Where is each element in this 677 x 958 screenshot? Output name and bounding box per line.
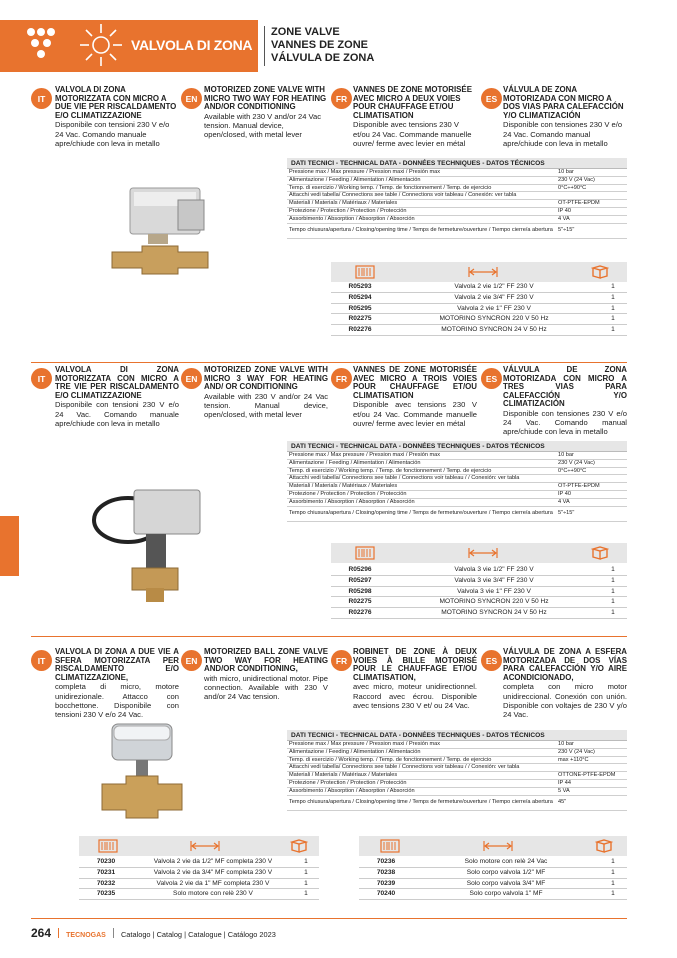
- product-description: Solo corpo valvola 3/4" MF: [466, 879, 546, 887]
- description-title: VÁLVULA DE ZONA MOTORIZADA CON MICRO A DOS VIAS PARA CALEFACCIÓN Y/O CLIMATIZACIÓN: [503, 85, 624, 120]
- description-body: completa di micro, motore unidirezionale. Attacco con bocchettone. Disponibile con tensioni 230 V e/o 24 Vac.: [55, 682, 179, 719]
- tech-label: Attacchi vedi tabella/ Connections see table / Connections voir tableau / Conexión: ver tabla: [289, 192, 517, 199]
- tech-value: 10 bar: [558, 452, 574, 458]
- description-body: Disponibile con tensioni 230 V e/o 24 Vac. Comando manuale apre/chiude con leva in metallo: [55, 120, 170, 148]
- tech-row: [287, 749, 627, 757]
- side-tab-marker: [0, 516, 19, 576]
- product-quantity: 1: [611, 304, 615, 312]
- section-divider: [31, 362, 627, 363]
- product-description: Valvola 2 vie 1" FF 230 V: [457, 304, 531, 312]
- description-fr: [353, 648, 477, 710]
- lang-flag-es: ES: [481, 368, 502, 389]
- table-row: [331, 325, 627, 336]
- product-quantity: 1: [611, 576, 615, 584]
- technical-data-title: DATI TECNICI - TECHNICAL DATA - DONNÉES TECHNIQUES - DATOS TÉCNICOS: [287, 441, 627, 452]
- tech-value: OTTONE-PTFE-EPDM: [558, 772, 616, 779]
- product-quantity: 1: [611, 587, 615, 595]
- product-description: Solo motore con relè 230 V: [173, 890, 253, 898]
- footer-divider-mark: [113, 928, 114, 938]
- tech-label: Temp. di esercizio / Working temp. / Temp. de fonctionnement / Temp. de ejercicio: [289, 756, 492, 763]
- product-description: Valvola 2 vie da 1" MF completa 230 V: [156, 879, 270, 887]
- product-description: MOTORINO SYNCRON 220 V 50 Hz: [439, 598, 549, 606]
- product-table: [79, 857, 319, 900]
- footer-brand: TECNOGAS: [66, 932, 106, 939]
- tech-value: 4 VA: [558, 215, 570, 222]
- tech-label: Pressione max / Max pressure / Pression maxi / Presión max: [289, 169, 441, 175]
- table-row: [331, 282, 627, 293]
- tech-row: [287, 475, 627, 483]
- dimension-icon: [482, 839, 514, 858]
- technical-data-table: [287, 730, 627, 811]
- tech-label: Assorbimento / Absorption / Absorption / Absorción: [289, 215, 415, 222]
- product-description: Valvola 2 vie da 1/2" MF completa 230 V: [153, 858, 273, 865]
- description-title: VALVOLA DI ZONA MOTORIZZATA CON MICRO A TRE VIE PER RISCALDAMENTO E/O CLIMATIZZAZIONE: [55, 365, 179, 400]
- tech-row: [287, 772, 627, 780]
- table-row: [331, 587, 627, 598]
- product-code: 70232: [96, 879, 116, 887]
- tech-row: [287, 741, 627, 749]
- subtitle-fr: VANNES DE ZONE: [271, 39, 368, 51]
- tech-value: 230 V (24 Vac): [558, 748, 595, 755]
- tech-row: [287, 483, 627, 491]
- product-quantity: 1: [611, 858, 615, 865]
- product-code-icon: [98, 839, 118, 858]
- lang-flag-fr: FR: [331, 368, 352, 389]
- product-quantity: 1: [611, 326, 615, 334]
- product-code: R05297: [348, 576, 372, 584]
- product-description: Solo corpo valvola 1/2" MF: [466, 868, 546, 876]
- lang-flag-es: ES: [481, 650, 502, 671]
- tech-label: Pressione max / Max pressure / Pression maxi / Presión max: [289, 741, 441, 747]
- description-body: Available with 230 V and/or 24 Vac tension. Manual device, open/closed, with metal lever: [204, 111, 322, 140]
- tech-row: [287, 177, 627, 185]
- tech-value: 4 VA: [558, 498, 570, 505]
- table-row: [359, 879, 627, 890]
- tech-row: [287, 764, 627, 772]
- product-quantity: 1: [304, 858, 308, 865]
- description-body: Disponibile con tensioni 230 V e/o 24 Vac. Comando manuale apre/chiude con leva in metallo: [55, 400, 179, 428]
- tech-label: Alimentazione / Feeding / Alimentation / Alimentación: [289, 176, 421, 183]
- tech-label: Tempo chiusura/apertura / Closing/opening time / Temps de fermeture/ouverture / Tiempo cierre/a abertura: [289, 799, 553, 806]
- tech-label: Attacchi vedi tabella/ Connections see table / Connections voir tableau / / Conexión: ver tabla: [289, 475, 520, 482]
- product-code: R02275: [348, 598, 372, 606]
- product-quantity: 1: [611, 609, 615, 617]
- description-fr: [353, 366, 477, 428]
- product-description: Solo motore con relè 24 Vac: [464, 858, 548, 865]
- product-code: 70236: [376, 858, 396, 865]
- product-code-icon: [355, 546, 375, 565]
- footer-divider-mark: [58, 928, 59, 938]
- tech-label: Alimentazione / Feeding / Alimentation / Alimentación: [289, 459, 421, 466]
- lang-flag-it: IT: [31, 368, 52, 389]
- product-quantity: 1: [611, 868, 615, 876]
- dimension-icon: [467, 546, 499, 565]
- description-es: [503, 86, 627, 148]
- tech-value: 230 V (24 Vac): [558, 176, 595, 183]
- section-divider: [31, 636, 627, 637]
- description-fr: [353, 86, 477, 148]
- page-footer: [31, 926, 276, 940]
- tech-label: Tempo chiusura/apertura / Closing/opening time / Temps de fermeture/ouverture / Tiempo cierre/a abertura: [289, 510, 553, 517]
- table-row: [79, 868, 319, 879]
- package-icon: [591, 546, 609, 565]
- tech-row: [287, 507, 627, 522]
- product-description: MOTORINO SYNCRON 220 V 50 Hz: [439, 315, 549, 323]
- lang-flag-es: ES: [481, 88, 502, 109]
- tech-value: 10 bar: [558, 741, 574, 747]
- product-code: R05298: [348, 587, 372, 595]
- subtitle-en: ZONE VALVE: [271, 26, 340, 38]
- tech-row: [287, 224, 627, 239]
- tech-row: [287, 788, 627, 796]
- brand-dots-icon: [20, 20, 62, 66]
- product-description: Valvola 2 vie da 3/4" MF completa 230 V: [153, 868, 273, 876]
- table-row: [331, 597, 627, 608]
- page-title: VALVOLA DI ZONA: [131, 37, 253, 53]
- tech-label: Tempo chiusura/apertura / Closing/opening time / Temps de fermeture/ouverture / Tiempo cierre/a abertura: [289, 227, 553, 234]
- description-title: VALVOLA DI ZONA A DUE VIE A SFERA MOTORIZZATA PER RISCALDAMENTO E/O CLIMATIZZAZIONE,: [55, 647, 179, 682]
- product-quantity: 1: [611, 315, 615, 323]
- lang-flag-fr: FR: [331, 88, 352, 109]
- lang-flag-en: EN: [181, 650, 202, 671]
- description-body: with micro, unidirectional motor. Pipe connection. Available with 230 V and/or 24 Vac tension.: [204, 673, 328, 702]
- header-subtitles: [271, 26, 374, 65]
- subtitle-es: VÁLVULA DE ZONA: [271, 52, 375, 64]
- lang-flag-it: IT: [31, 650, 52, 671]
- description-title: ROBINET DE ZONE À DEUX VOIES À BILLE MOTORISÉ POUR LE CHAUFFAGE ET/OU CLIMATISATION,: [353, 647, 477, 682]
- tech-label: Alimentazione / Feeding / Alimentation / Alimentación: [289, 748, 421, 755]
- product-quantity: 1: [304, 868, 308, 876]
- technical-data-table: [287, 158, 627, 239]
- product-code: 70239: [376, 879, 396, 887]
- tech-row: [287, 491, 627, 499]
- tech-label: Protezione / Protection / Protection / Protección: [289, 207, 407, 214]
- tech-label: Assorbimento / Absorption / Absorption / Absorción: [289, 498, 415, 505]
- product-code: 70231: [96, 868, 116, 876]
- tech-value: 230 V (24 Vac): [558, 459, 595, 466]
- icon-header-bar: [359, 836, 627, 856]
- product-table: [331, 282, 627, 336]
- description-body: Disponible avec tensions 230 V et/ou 24 Vac. Commande manuelle ouvre/ ferme avec levier en métal: [353, 120, 472, 148]
- description-title: MOTORIZED ZONE VALVE WITH MICRO 3 WAY FOR HEATING AND/ OR CONDITIONING: [204, 365, 328, 392]
- table-row: [79, 889, 319, 900]
- description-en: [204, 366, 328, 419]
- table-row: [331, 576, 627, 587]
- product-code: 70235: [96, 890, 116, 898]
- tech-value: 5 VA: [558, 787, 570, 794]
- description-title: VALVOLA DI ZONA MOTORIZZATA CON MICRO A DUE VIE PER RISCALDAMENTO E/O CLIMATIZZAZIONE: [55, 85, 177, 120]
- tech-label: Materiali / Materials / Matériaux / Materiales: [289, 772, 398, 779]
- tech-row: [287, 460, 627, 468]
- tech-label: Temp. di esercizio / Working temp. / Temp. de fonctionnement / Temp. de ejercicio: [289, 467, 492, 474]
- icon-header-bar: [331, 543, 627, 563]
- table-row: [331, 565, 627, 576]
- description-es: [503, 648, 627, 719]
- tech-row: [287, 757, 627, 765]
- icon-header-bar: [79, 836, 319, 856]
- tech-label: Materiali / Materials / Matériaux / Materiales: [289, 200, 398, 207]
- product-quantity: 1: [611, 566, 615, 573]
- lang-flag-en: EN: [181, 368, 202, 389]
- product-description: Valvola 3 vie 1" FF 230 V: [457, 587, 531, 595]
- tech-value: IP 40: [558, 207, 571, 214]
- product-quantity: 1: [611, 890, 615, 898]
- ball-valve-image: [100, 718, 184, 822]
- description-es: [503, 366, 627, 437]
- zone-valve-3way-image: [88, 480, 212, 606]
- tech-row: [287, 185, 627, 193]
- description-en: [204, 86, 328, 139]
- product-code: R05295: [348, 304, 372, 312]
- product-description: Valvola 3 vie 1/2" FF 230 V: [454, 566, 534, 573]
- description-title: VANNES DE ZONE MOTORISÉE AVEC MICRO A TROIS VOIES POUR CHAUFFAGE ET/OU CLIMATISATION: [353, 365, 477, 400]
- product-code: R02276: [348, 609, 372, 617]
- table-row: [79, 879, 319, 890]
- product-code-icon: [380, 839, 400, 858]
- description-body: Available with 230 V and/or 24 Vac tension. Manual device, open/closed, with metal lever: [204, 391, 328, 420]
- tech-label: Temp. di esercizio / Working temp. / Temp. de fonctionnement / Temp. de ejercicio: [289, 184, 492, 191]
- tech-value: 5"÷15": [558, 227, 575, 234]
- table-row: [359, 889, 627, 900]
- product-description: Valvola 2 vie 3/4" FF 230 V: [454, 293, 534, 301]
- table-row: [331, 608, 627, 619]
- tech-row: [287, 169, 627, 177]
- table-row: [79, 857, 319, 868]
- description-title: MOTORIZED ZONE VALVE WITH MICRO TWO WAY FOR HEATING AND/OR CONDITIONING: [204, 85, 327, 112]
- product-quantity: 1: [611, 283, 615, 290]
- icon-header-bar: [331, 262, 627, 282]
- description-title: MOTORIZED BALL ZONE VALVE TWO WAY FOR HEATING AND/OR CONDITIONING,: [204, 647, 328, 674]
- product-quantity: 1: [611, 293, 615, 301]
- tech-value: 10 bar: [558, 169, 574, 175]
- table-row: [331, 293, 627, 304]
- tech-row: [287, 216, 627, 224]
- tech-row: [287, 192, 627, 200]
- product-quantity: 1: [611, 879, 615, 887]
- tech-value: 45": [558, 799, 567, 806]
- tech-value: 0°C÷+90°C: [558, 184, 587, 191]
- table-row: [331, 314, 627, 325]
- product-code: R05294: [348, 293, 372, 301]
- lang-flag-fr: FR: [331, 650, 352, 671]
- page-number: 264: [31, 926, 52, 940]
- tech-value: OT-PTFE-EPDM: [558, 200, 600, 207]
- technical-data-table: [287, 441, 627, 522]
- product-quantity: 1: [611, 598, 615, 606]
- description-title: VÁLVULA DE ZONA MOTORIZADA CON MICRO A TRES VIAS PARA CALEFACCIÓN Y/O CLIMATIZACIÓN: [503, 365, 627, 409]
- description-en: [204, 648, 328, 701]
- description-title: VÁLVULA DE ZONA A ESFERA MOTORIZADA DE DOS VÍAS PARA CALEFACCIÓN Y/O AIRE ACONDICIONADO,: [503, 647, 627, 682]
- package-icon: [595, 839, 613, 858]
- description-body: completa con micro motor unidireccional. Conexión con unión. Disponible con voltajes de 230 V y/o 24 Vac.: [503, 682, 627, 719]
- footer-divider: [31, 918, 627, 919]
- lang-flag-it: IT: [31, 88, 52, 109]
- tech-row: [287, 499, 627, 507]
- tech-row: [287, 208, 627, 216]
- description-body: avec micro, moteur unidirectionnel. Raccord avec écrou. Disponible avec tensions 230 V et/ ou 24 Vac.: [353, 682, 477, 710]
- product-description: MOTORINO SYNCRON 24 V 50 Hz: [441, 609, 547, 617]
- tech-value: 5"÷15": [558, 510, 575, 517]
- tech-value: max +110°C: [558, 756, 589, 763]
- product-code: R05293: [348, 283, 372, 290]
- tech-value: 0°C÷+90°C: [558, 467, 587, 474]
- description-it: [55, 86, 179, 148]
- description-body: Disponible con tensiones 230 V e/o 24 Vac. Comando manual apre/chiude con leva in metallo: [503, 408, 627, 437]
- product-description: Valvola 3 vie 3/4" FF 230 V: [454, 576, 534, 584]
- tech-row: [287, 796, 627, 811]
- product-description: MOTORINO SYNCRON 24 V 50 Hz: [441, 326, 547, 334]
- tech-value: IP 44: [558, 779, 571, 786]
- product-description: Solo corpo valvola 1" MF: [469, 890, 543, 898]
- tech-value: IP 40: [558, 490, 571, 497]
- footer-catalog: Catalogo | Catalog | Catalogue | Catálogo 2023: [120, 930, 276, 939]
- tech-label: Pressione max / Max pressure / Pression maxi / Presión max: [289, 452, 441, 458]
- package-icon: [290, 839, 308, 858]
- description-body: Disponible con tensiones 230 V e/o 24 Vac. Comando manual apre/chiude con leva in metallo: [503, 120, 623, 148]
- product-code: 70238: [376, 868, 396, 876]
- tech-label: Protezione / Protection / Protection / Protección: [289, 490, 407, 497]
- tech-value: OT-PTFE-EPDM: [558, 483, 600, 490]
- table-row: [359, 868, 627, 879]
- product-quantity: 1: [304, 890, 308, 898]
- description-title: VANNES DE ZONE MOTORISÉE AVEC MICRO A DEUX VOIES POUR CHAUFFAGE ET/OU CLIMATISATION: [353, 85, 472, 120]
- tech-label: Attacchi vedi tabella/ Connections see table / Connections voir tableau / / Conexión: ver tabla: [289, 764, 520, 771]
- tech-label: Assorbimento / Absorption / Absorption / Absorción: [289, 787, 415, 794]
- product-quantity: 1: [304, 879, 308, 887]
- header-divider: [264, 26, 265, 66]
- product-code: 70240: [376, 890, 396, 898]
- product-table: [359, 857, 627, 900]
- product-code: 70230: [96, 858, 116, 865]
- tech-label: Protezione / Protection / Protection / Protección: [289, 779, 407, 786]
- description-it: [55, 648, 179, 719]
- zone-valve-2way-image: [108, 182, 228, 284]
- product-code: R02276: [348, 326, 372, 334]
- description-body: Disponible avec tensions 230 V et/ou 24 Vac. Commande manuelle ouvre/ ferme avec levier en métal: [353, 400, 477, 428]
- tech-row: [287, 780, 627, 788]
- tech-row: [287, 452, 627, 460]
- table-row: [331, 304, 627, 315]
- tech-label: Materiali / Materials / Matériaux / Materiales: [289, 483, 398, 490]
- tech-row: [287, 200, 627, 208]
- dimension-icon: [189, 839, 221, 858]
- page-header: [0, 0, 677, 72]
- product-description: Valvola 2 vie 1/2" FF 230 V: [454, 283, 534, 290]
- lang-flag-en: EN: [181, 88, 202, 109]
- table-row: [359, 857, 627, 868]
- description-it: [55, 366, 179, 428]
- technical-data-title: DATI TECNICI - TECHNICAL DATA - DONNÉES TECHNIQUES - DATOS TÉCNICOS: [287, 730, 627, 741]
- tech-row: [287, 468, 627, 476]
- product-table: [331, 565, 627, 619]
- product-code: R05296: [348, 566, 372, 573]
- product-code: R02275: [348, 315, 372, 323]
- sunburst-icon: [78, 22, 124, 68]
- technical-data-title: DATI TECNICI - TECHNICAL DATA - DONNÉES TECHNIQUES - DATOS TÉCNICOS: [287, 158, 627, 169]
